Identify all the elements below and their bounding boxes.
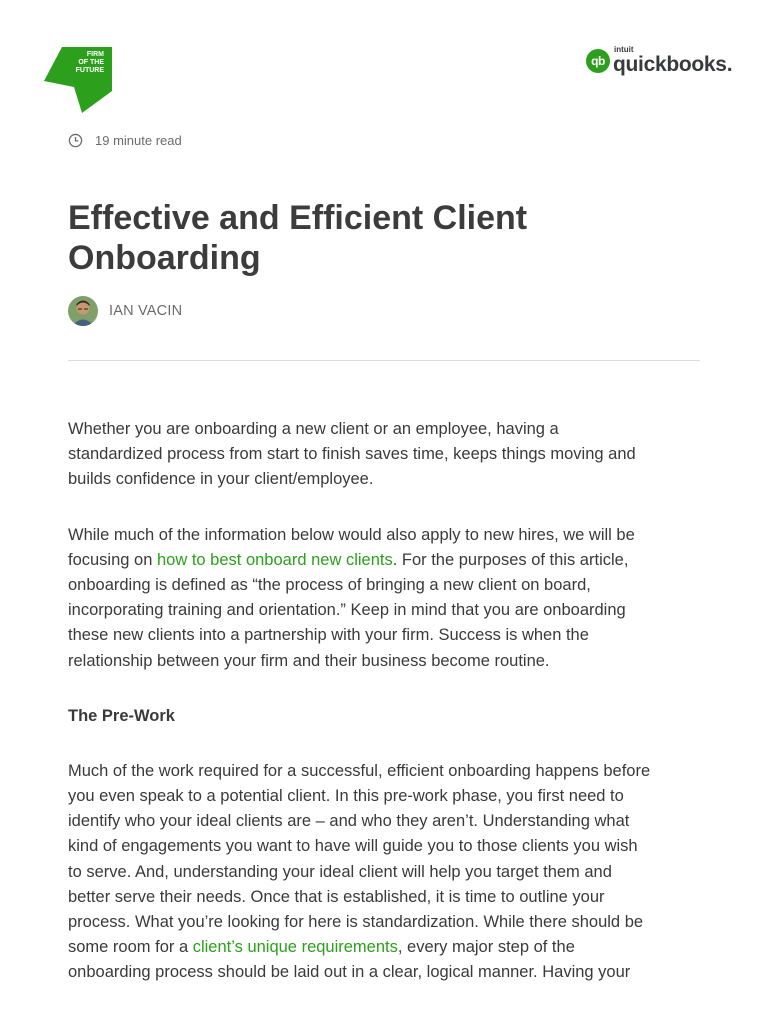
paragraph-text: focusing on xyxy=(68,550,157,569)
paragraph-line: Much of the work required for a successful, efficient onboarding happens before xyxy=(68,761,651,780)
quickbooks-badge-icon: qb xyxy=(586,49,610,73)
firm-of-the-future-logo[interactable] xyxy=(44,47,114,113)
read-time-text: 19 minute read xyxy=(95,133,182,148)
paragraph-line: these new clients into a partnership with your firm. Success is when the xyxy=(68,626,589,645)
paragraph-line: builds confidence in your client/employee. xyxy=(68,470,374,489)
paragraph-text: some room for a xyxy=(68,938,193,957)
paragraph-line: process. What you’re looking for here is standardization. While there should be xyxy=(68,913,644,932)
section-heading-pre-work: The Pre-Work xyxy=(68,706,175,725)
article-body xyxy=(68,417,708,986)
quickbooks-logo[interactable] xyxy=(586,46,732,75)
paragraph-intro xyxy=(68,417,708,493)
paragraph-line: While much of the information below would also apply to new hires, we will be xyxy=(68,525,635,544)
author-byline[interactable] xyxy=(68,296,182,326)
paragraph-line: incorporating training and orientation.” Keep in mind that you are onboarding xyxy=(68,601,626,620)
logo-line-3: FUTURE xyxy=(75,67,104,74)
onboard-clients-link[interactable]: how to best onboard new clients xyxy=(156,550,393,569)
quickbooks-wordmark: quickbooks. xyxy=(613,53,733,76)
paragraph-text: , every major step of the xyxy=(397,938,575,957)
read-time xyxy=(68,133,182,148)
client-requirements-link[interactable]: client’s unique requirements xyxy=(192,938,398,957)
logo-line-2: OF THE xyxy=(78,59,104,66)
paragraph-line: kind of engagements you want to have will guide you to those clients you wish xyxy=(68,837,638,856)
paragraph-line: to serve. And, understanding your ideal client will help you target them and xyxy=(68,862,612,881)
header-divider xyxy=(68,360,700,361)
logo-line-1: FIRM xyxy=(86,51,104,58)
paragraph-text: . For the purposes of this article, xyxy=(392,550,629,569)
paragraph-line: you even speak to a potential client. In this pre-work phase, you first need to xyxy=(68,787,624,806)
article-title-line-2: Onboarding xyxy=(68,239,261,277)
paragraph-line: Whether you are onboarding a new client or an employee, having a xyxy=(68,420,559,438)
author-name[interactable]: IAN VACIN xyxy=(109,303,183,319)
article-title xyxy=(68,198,688,278)
paragraph-definition xyxy=(68,523,708,674)
paragraph-line: onboarding process should be laid out in a clear, logical manner. Having your xyxy=(68,963,631,982)
paragraph-line: identify who your ideal clients are – and who they aren’t. Understanding what xyxy=(68,812,630,831)
paragraph-line: standardized process from start to finish saves time, keeps things moving and xyxy=(68,445,636,464)
paragraph-line: better serve their needs. Once that is established, it is time to outline your xyxy=(68,887,605,906)
paragraph-line: relationship between your firm and their business become routine. xyxy=(68,651,550,670)
intuit-wordmark: intuit xyxy=(614,45,634,54)
clock-icon xyxy=(68,133,83,148)
paragraph-line: onboarding is defined as “the process of bringing a new client on board, xyxy=(68,576,591,595)
article-title-line-1: Effective and Efficient Client xyxy=(68,199,528,237)
paragraph-pre-work xyxy=(68,759,708,986)
author-avatar[interactable] xyxy=(68,296,98,326)
